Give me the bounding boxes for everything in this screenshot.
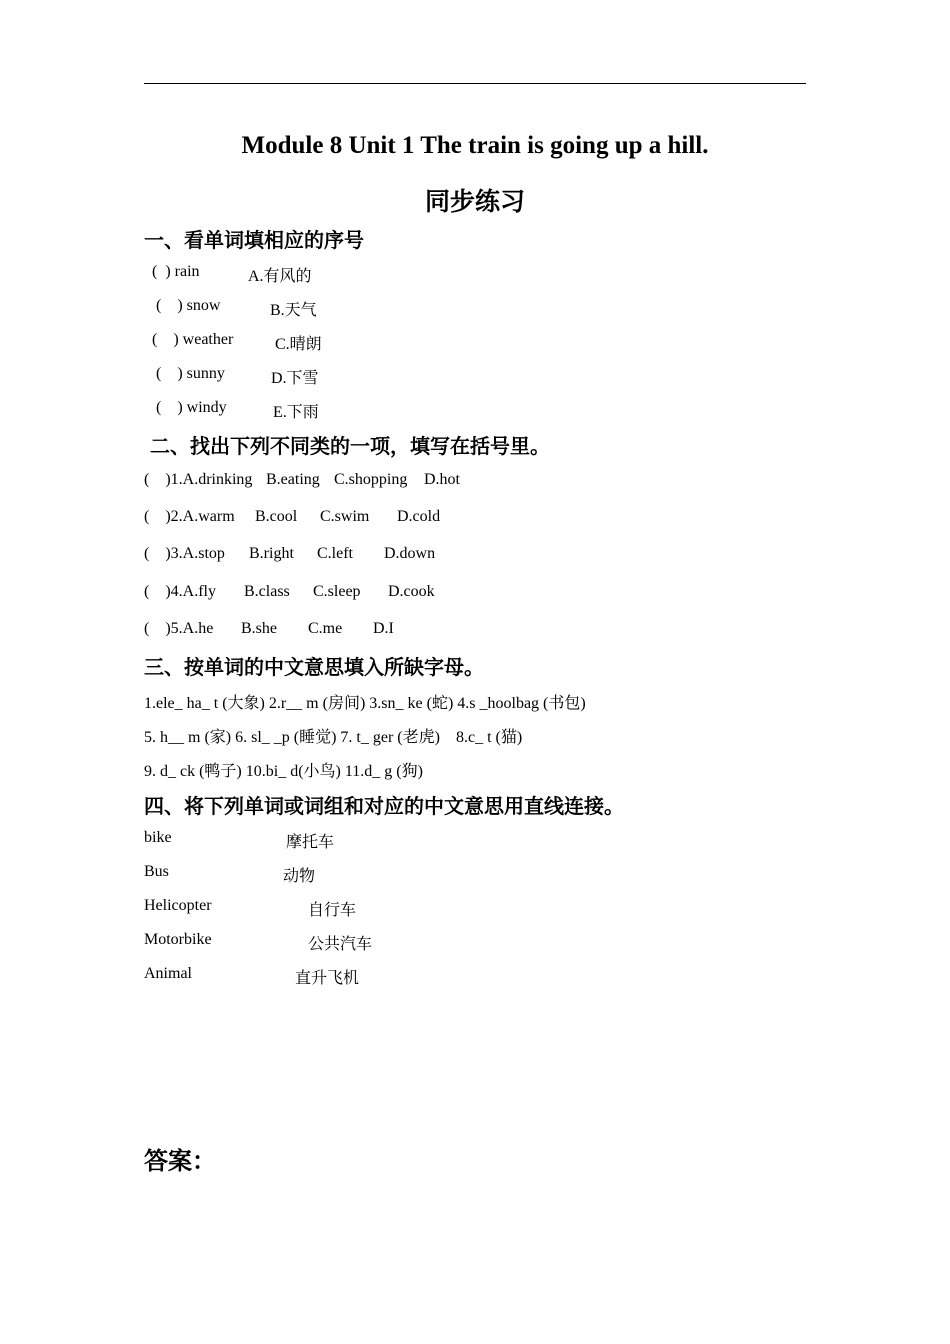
section2-option: D.cold [397, 508, 441, 525]
section1-option: B.天气 [270, 302, 317, 319]
section2-option: C.shopping [334, 471, 408, 488]
section4-meaning: 公共汽车 [308, 936, 373, 953]
section1-option: A.有风的 [248, 268, 312, 285]
section4-word: Animal [144, 965, 192, 982]
page-title: Module 8 Unit 1 The train is going up a hill. [241, 132, 709, 159]
section2-option: D.down [384, 545, 436, 562]
section2-option: B.she [241, 620, 277, 637]
section1-word: ( ) rain [152, 263, 200, 280]
section1-word: ( ) weather [152, 331, 234, 348]
section3-line: 1.ele_ ha_ t (大象) 2.r__ m (房间) 3.sn_ ke (蛇) 4.s _hoolbag (书包) [144, 695, 586, 712]
section2-option: D.hot [424, 471, 460, 488]
section1-option: C.晴朗 [275, 336, 322, 353]
answers-heading: 答案： [144, 1147, 216, 1175]
section2-item: ( )3.A.stop [144, 545, 225, 562]
section2-item: ( )4.A.fly [144, 583, 216, 600]
section2-option: B.eating [266, 471, 320, 488]
section4-word: Bus [144, 863, 169, 880]
section1-word: ( ) sunny [156, 365, 225, 382]
page-subtitle: 同步练习 [424, 187, 525, 216]
section1-option: D.下雪 [271, 370, 319, 387]
section2-option: C.sleep [313, 583, 361, 600]
section1-heading: 一、看单词填相应的序号 [144, 228, 364, 252]
section2-option: C.left [317, 545, 353, 562]
section3-heading: 三、按单词的中文意思填入所缺字母。 [144, 655, 484, 679]
section2-option: B.right [249, 545, 294, 562]
section2-option: B.class [244, 583, 290, 600]
section2-item: ( )1.A.drinking [144, 471, 253, 488]
section3-line: 9. d_ ck (鸭子) 10.bi_ d(小鸟) 11.d_ g (狗) [144, 763, 423, 780]
section3-line: 5. h__ m (家) 6. sl_ _p (睡觉) 7. t_ ger (老虎) 8.c_ t (猫) [144, 729, 523, 746]
section2-heading: 二、找出下列不同类的一项，填写在括号里。 [150, 434, 550, 458]
section1-word: ( ) snow [156, 297, 221, 314]
section4-word: Helicopter [144, 897, 212, 914]
section4-meaning: 直升飞机 [295, 970, 360, 987]
section4-meaning: 自行车 [308, 902, 357, 919]
section2-item: ( )5.A.he [144, 620, 214, 637]
section4-heading: 四、将下列单词或词组和对应的中文意思用直线连接。 [144, 794, 624, 818]
section2-option: D.cook [388, 583, 435, 600]
header-rule [144, 83, 806, 84]
section4-word: bike [144, 829, 172, 846]
section2-option: D.I [373, 620, 394, 637]
section4-meaning: 摩托车 [286, 834, 335, 851]
section4-word: Motorbike [144, 931, 212, 948]
section1-word: ( ) windy [156, 399, 227, 416]
section2-option: C.swim [320, 508, 370, 525]
section2-item: ( )2.A.warm [144, 508, 235, 525]
section1-option: E.下雨 [273, 404, 319, 421]
section4-meaning: 动物 [283, 868, 316, 885]
section2-option: B.cool [255, 508, 298, 525]
section2-option: C.me [308, 620, 343, 637]
